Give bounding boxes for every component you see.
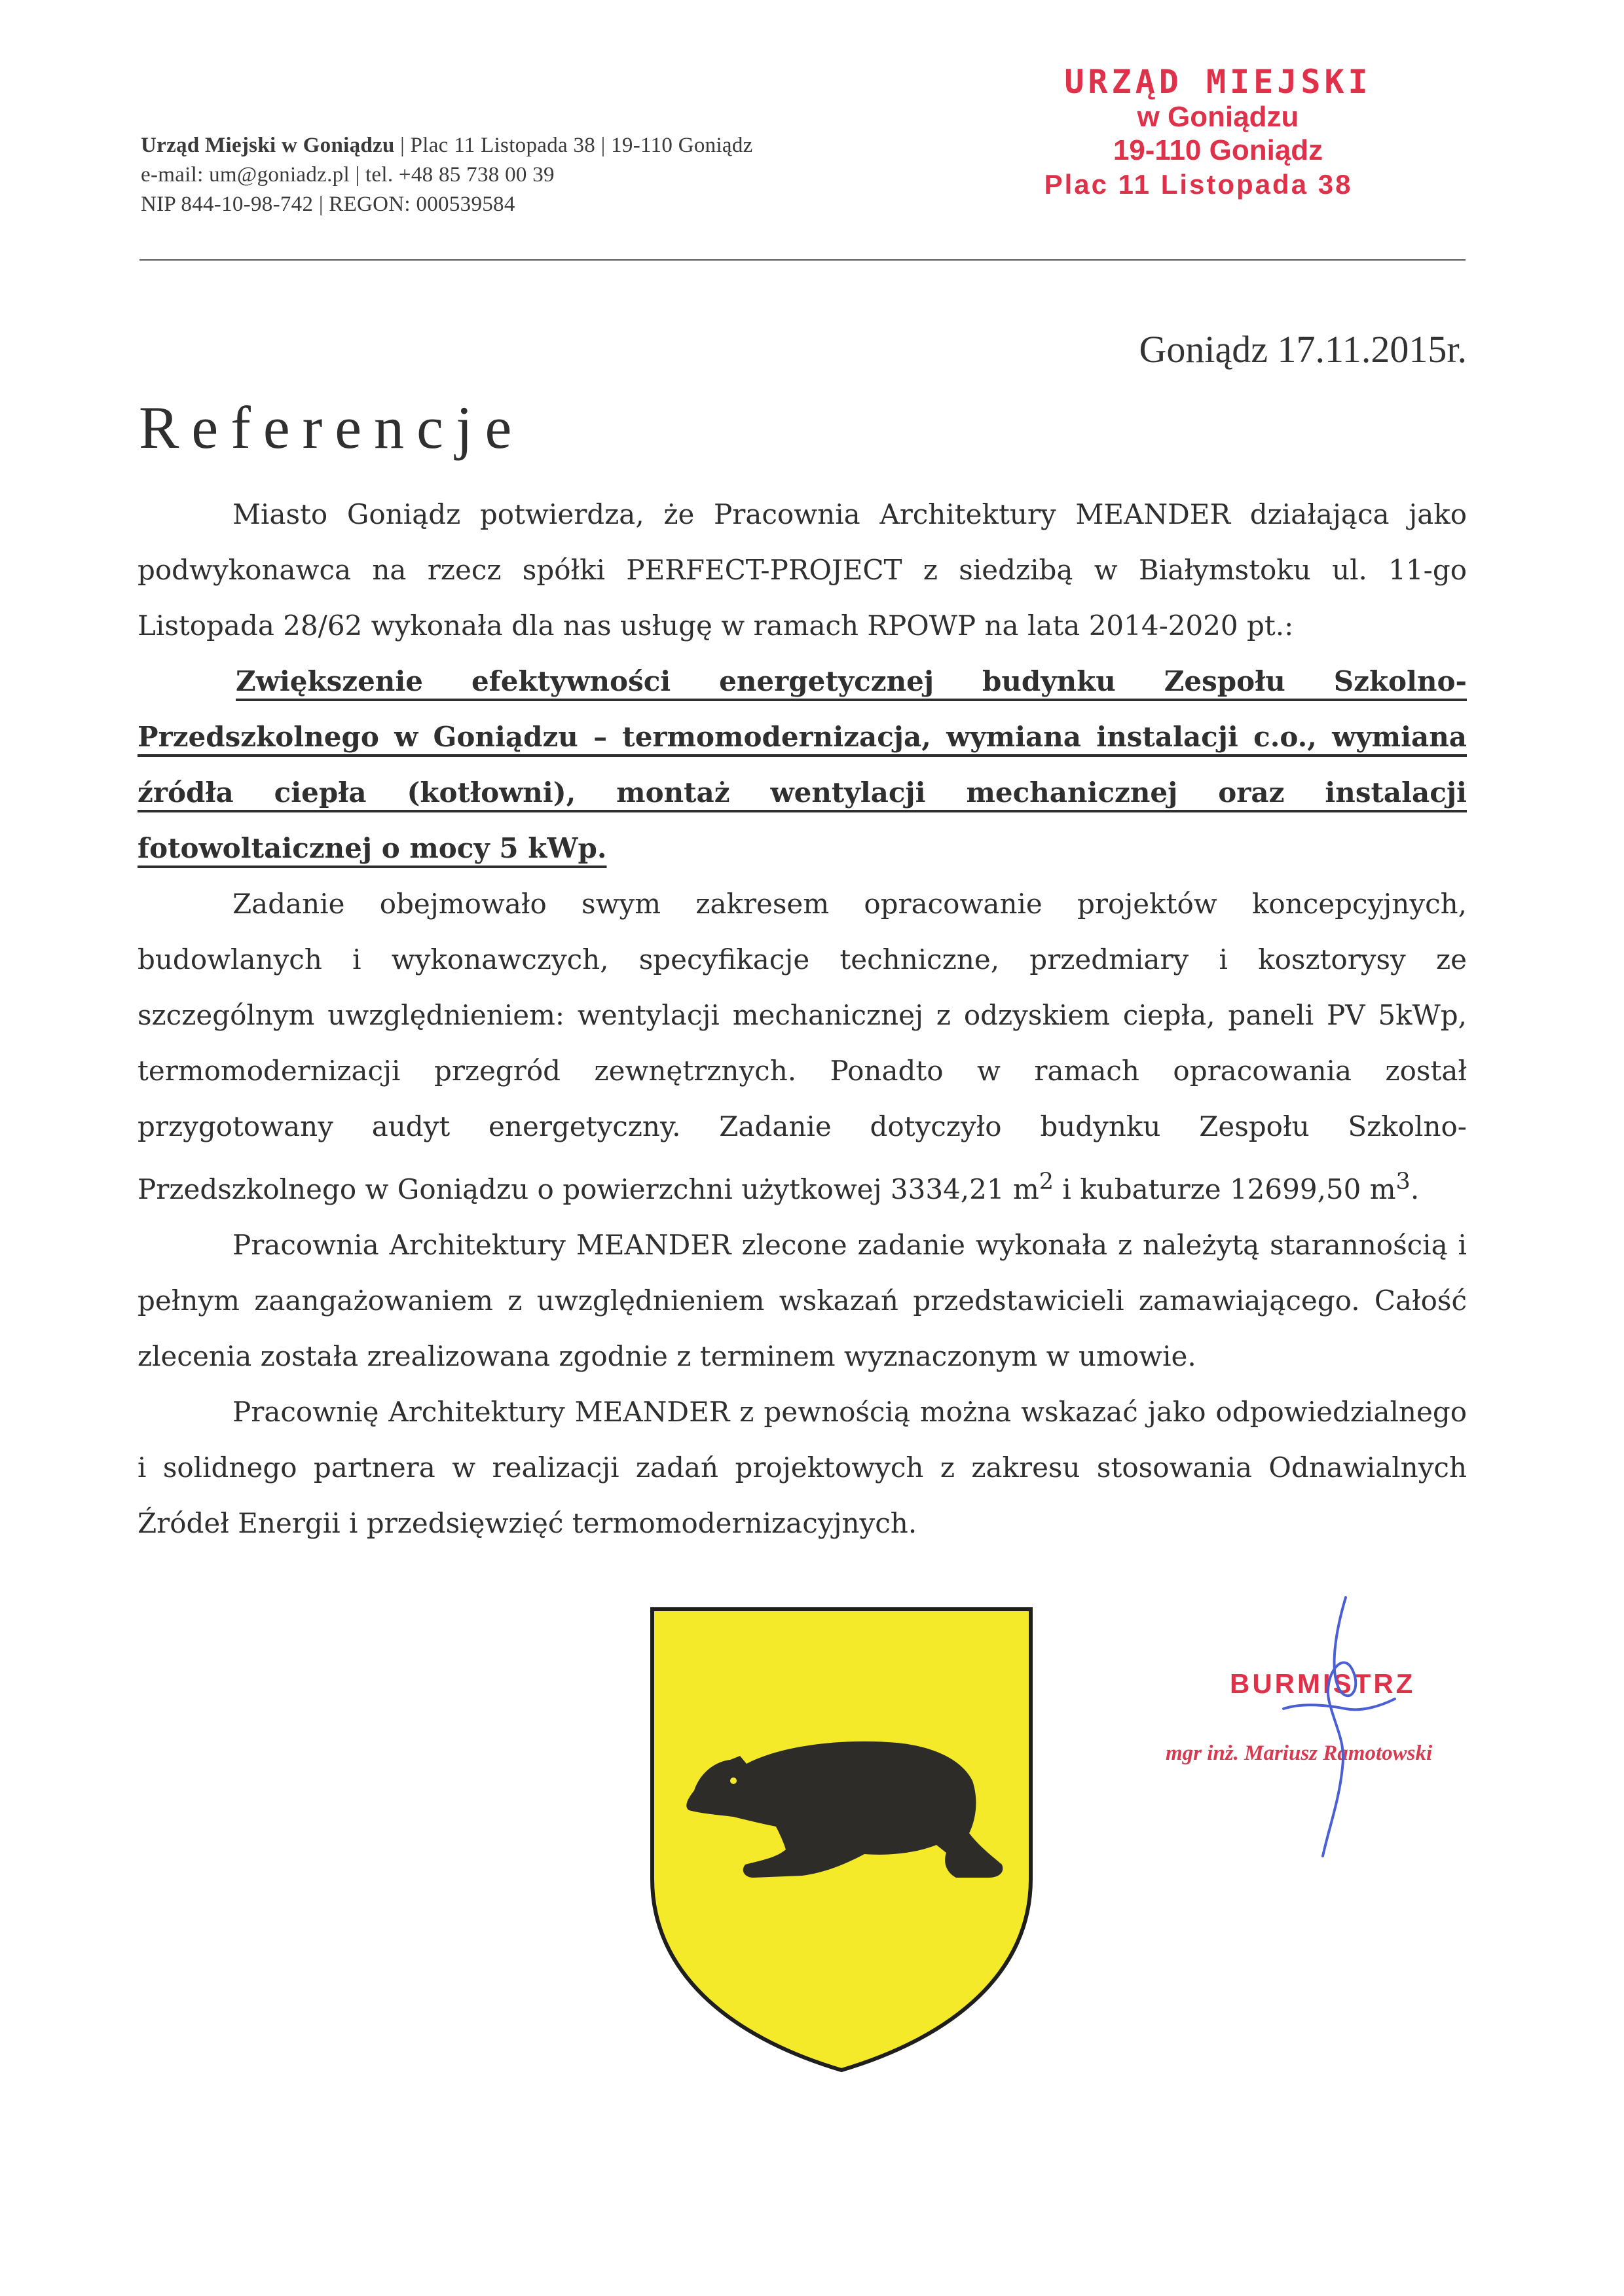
- project-subject: Zwiększenie efektywności energetycznej budynku Zespołu Szkolno-Przedszkolnego w Goniądzu – termomodernizacja, wymiana instalacji c.o., wymiana źródła ciepła (kotłowni), montaż wentylacji mechanicznej oraz instalacji fotowoltaicznej o mocy 5 kWp.: [138, 665, 1467, 864]
- coat-of-arms-icon: [648, 1604, 1035, 2075]
- document-title: Referencje: [139, 394, 525, 461]
- office-name: Urząd Miejski w Goniądzu: [141, 134, 395, 157]
- body-text: [138, 486, 1467, 1551]
- signature-name: mgr inż. Mariusz Ramotowski: [1166, 1741, 1433, 1765]
- letterhead-ids: NIP 844-10-98-742 | REGON: 000539584: [141, 192, 515, 216]
- stamp-line-4: Plac 11 Listopada 38: [1044, 169, 1353, 200]
- document-date: Goniądz 17.11.2015r.: [1139, 328, 1467, 371]
- signature-title: BURMISTRZ: [1230, 1668, 1416, 1699]
- scope-text-cont: i kubaturze 12699,50 m: [1054, 1173, 1396, 1205]
- scope-text-end: .: [1410, 1173, 1420, 1205]
- office-stamp: [982, 63, 1454, 202]
- letterhead: [141, 131, 894, 219]
- stamp-line-3: 19-110 Goniądz: [1113, 134, 1323, 166]
- office-address: | Plac 11 Listopada 38 | 19-110 Goniądz: [394, 134, 753, 157]
- scope-text: Zadanie obejmowało swym zakresem opracowanie projektów koncepcyjnych, budowlanych i wykonawczych, specyfikacje techniczne, przedmiary i kosztorysy ze szczególnym uwzględnieniem: wentylacji mechanicznej z odzyskiem ciepła, paneli PV 5kWp, termomodernizacji przegród zewnętrznych. Ponadto w ramach opracowania został przygotowany audyt energetyczny. Zadanie dotyczyło budynku Zespołu Szkolno-Przedszkolnego w Goniądzu o powierzchni użytkowej 3334,21 m: [138, 888, 1467, 1205]
- stamp-line-1: URZĄD MIEJSKI: [1064, 63, 1372, 101]
- letterhead-contact: e-mail: um@goniadz.pl | tel. +48 85 738 00 39: [141, 163, 555, 187]
- handwritten-signature-icon: [1231, 1591, 1447, 1866]
- header-divider: [139, 259, 1466, 261]
- unit-superscript-3: 3: [1395, 1169, 1411, 1195]
- paragraph-intro: Miasto Goniądz potwierdza, że Pracownia Architektury MEANDER działająca jako podwykonawca na rzecz spółki PERFECT-PROJECT z siedzibą w Białymstoku ul. 11-go Listopada 28/62 wykonała dla nas usługę w ramach RPOWP na lata 2014-2020 pt.:: [138, 498, 1467, 642]
- stamp-line-2: w Goniądzu: [1137, 101, 1299, 133]
- paragraph-scope: [138, 876, 1467, 1217]
- letterhead-line-1: [141, 131, 894, 160]
- paragraph-execution: Pracownia Architektury MEANDER zlecone zadanie wykonała z należytą starannością i pełnym zaangażowaniem z uwzględnieniem wskazań przedstawicieli zamawiającego. Całość zlecenia została zrealizowana zgodnie z terminem wyznaczonym w umowie.: [138, 1229, 1467, 1372]
- unit-superscript-2: 2: [1039, 1169, 1054, 1195]
- paragraph-recommendation: Pracownię Architektury MEANDER z pewnością można wskazać jako odpowiedzialnego i solidnego partnera w realizacji zadań projektowych z zakresu stosowania Odnawialnych Źródeł Energii i przedsięwzięć termomodernizacyjnych.: [138, 1396, 1467, 1539]
